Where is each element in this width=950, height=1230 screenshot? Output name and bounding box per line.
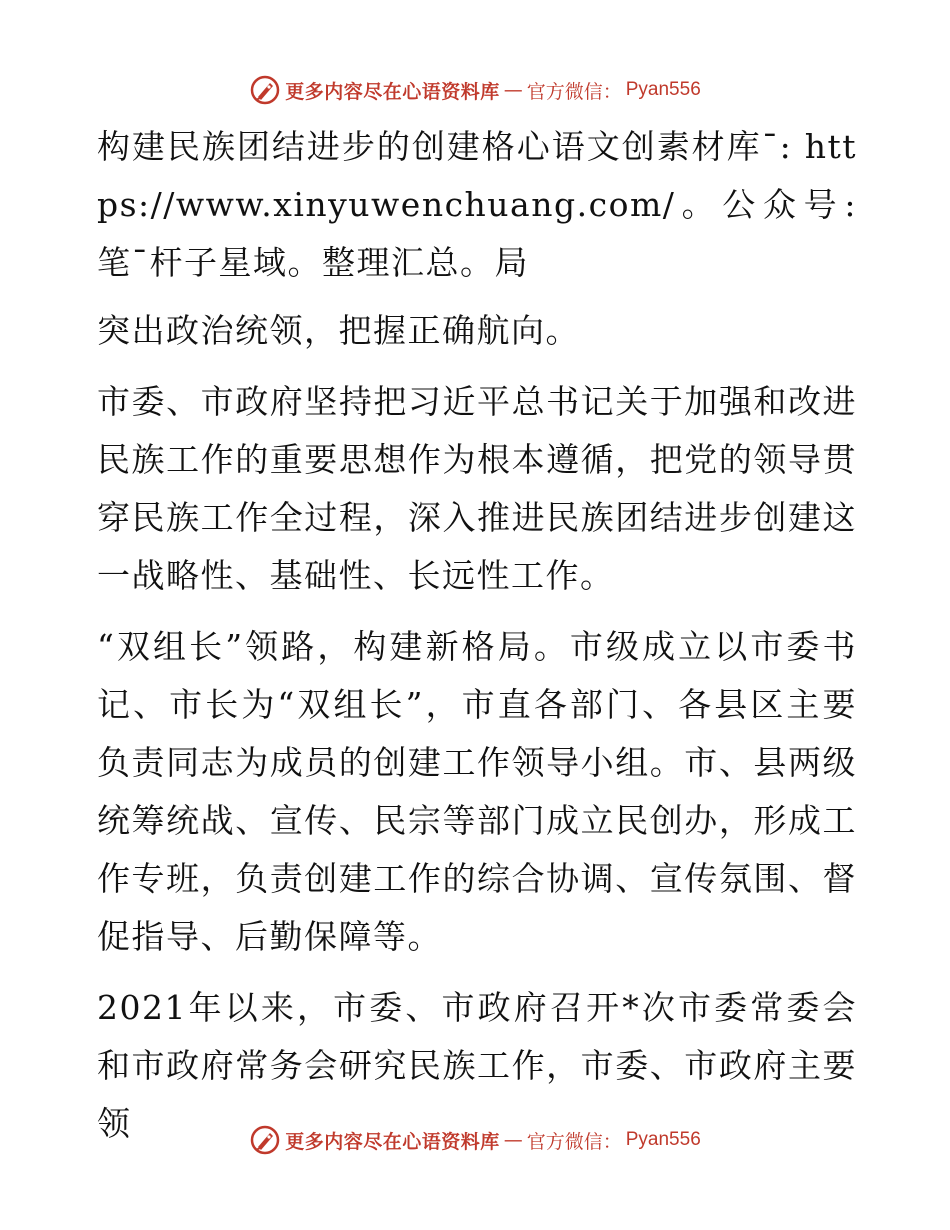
footer-brand-title: 更多内容尽在心语资料库 xyxy=(285,1130,500,1153)
header-brand-separator: — xyxy=(503,79,523,101)
paragraph-intro: 构建民族团结进步的创建格心语文创素材库¯: https://www.xinyuwenchuang.com/。公众号: 笔¯杆子星域。整理汇总。局 xyxy=(97,127,857,282)
paragraph-guiding-principle: 市委、市政府坚持把习近平总书记关于加强和改进民族工作的重要思想作为根本遵循，把党的领导贯穿民族工作全过程，深入推进民族团结进步创建这一战略性、基础性、长远性工作。 xyxy=(97,382,857,595)
document-body xyxy=(97,118,857,1166)
footer-brand-separator: — xyxy=(503,1129,523,1151)
paragraph-since-2021: 2021年以来，市委、市政府召开*次市委常委会和市政府常务会研究民族工作，市委、市政府主要领 xyxy=(97,988,857,1143)
header-wechat-id: Pyan556 xyxy=(625,79,701,100)
pen-nib-logo-icon xyxy=(249,74,281,106)
pen-nib-logo-icon xyxy=(249,1124,281,1156)
header-wechat-label: 官方微信： xyxy=(526,80,622,103)
footer-wechat-label: 官方微信： xyxy=(526,1130,622,1153)
paragraph-heading-political: 突出政治统领，把握正确航向。 xyxy=(97,311,580,350)
footer-brand xyxy=(249,1124,701,1156)
paragraph-dual-leader: “双组长”领路，构建新格局。市级成立以市委书记、市长为“双组长”，市直各部门、各县区主要负责同志为成员的创建工作领导小组。市、县两级统筹统战、宣传、民宗等部门成立民创办，形成工作专班，负责创建工作的综合协调、宣传氛围、督促指导、后勤保障等。 xyxy=(97,627,857,956)
page-footer xyxy=(0,1120,950,1160)
page-header xyxy=(0,70,950,110)
footer-wechat-id: Pyan556 xyxy=(625,1129,701,1150)
header-brand-title: 更多内容尽在心语资料库 xyxy=(285,80,500,103)
header-brand xyxy=(249,74,701,106)
